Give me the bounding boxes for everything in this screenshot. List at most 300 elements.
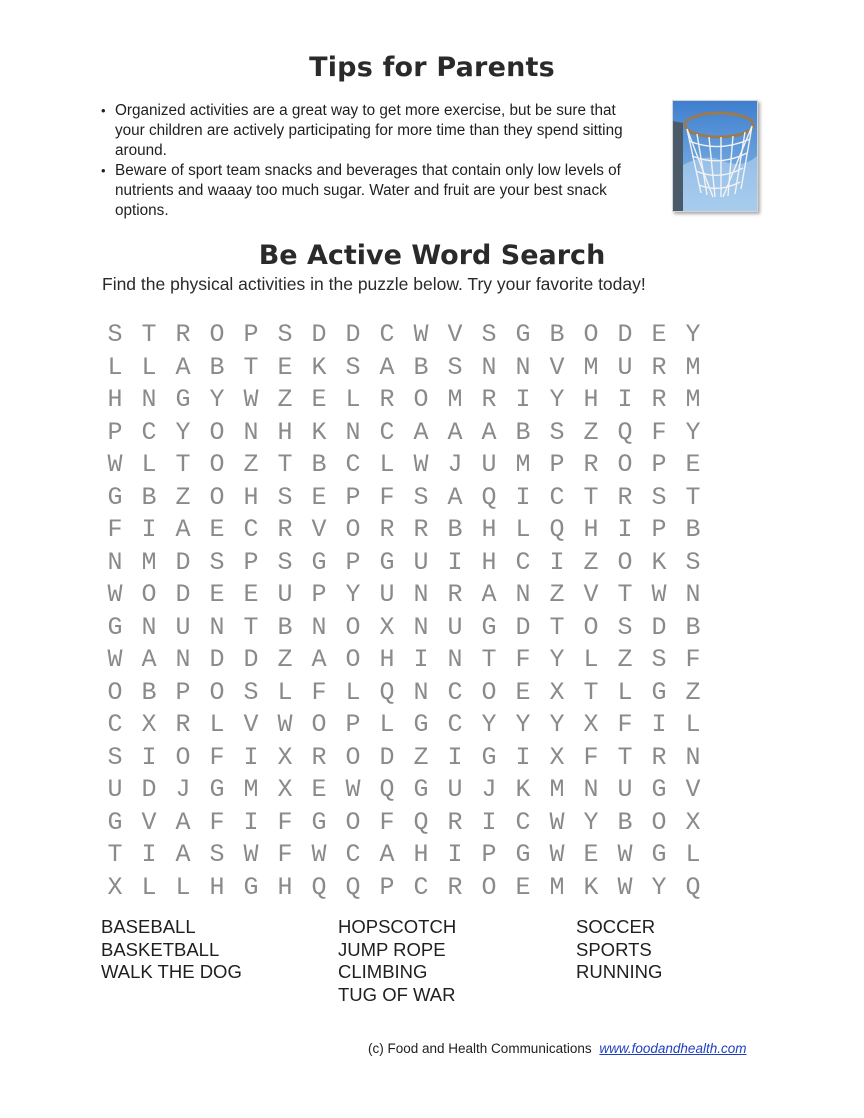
grid-letter: C [379,320,395,349]
grid-letter: Y [583,807,599,837]
grid-letter: H [413,840,429,869]
grid-letter: F [311,677,327,707]
grid-letter: O [311,710,327,739]
grid-letter: O [345,645,361,674]
grid-letter: I [549,547,565,577]
grid-letter: B [685,515,701,544]
grid-letter: I [447,742,463,772]
grid-letter: G [515,840,531,869]
grid-letter: W [107,450,123,479]
grid-letter: F [583,742,599,772]
grid-letter: P [311,580,327,609]
grid-letter: N [141,612,157,642]
grid-letter: H [481,515,497,544]
grid-letter: F [277,840,293,869]
grid-letter: B [209,352,225,382]
grid-letter: T [243,352,259,382]
grid-letter: O [209,677,225,707]
grid-letter: I [515,385,531,414]
grid-letter: Y [549,645,565,674]
grid-letter: N [413,580,429,609]
grid-letter: B [447,515,463,544]
grid-letter: K [583,872,599,902]
grid-letter: Y [481,710,497,739]
grid-letter: G [209,775,225,804]
grid-letter: I [447,547,463,577]
grid-letter: D [175,547,191,577]
grid-letter: L [141,872,157,902]
grid-letter: T [617,742,633,772]
grid-letter: R [651,742,667,772]
grid-letter: R [379,385,395,414]
grid-letter: Z [243,450,259,479]
grid-letter: L [379,450,395,479]
grid-letter: N [583,775,599,804]
grid-letter: E [651,320,667,349]
grid-letter: N [685,580,701,609]
grid-letter: T [617,580,633,609]
grid-letter: C [345,450,361,479]
grid-letter: O [481,677,497,707]
grid-letter: Q [481,482,497,512]
grid-letter: I [515,742,531,772]
grid-letter: H [583,385,599,414]
grid-letter: P [243,547,259,577]
grid-letter: I [651,710,667,739]
grid-letter: M [549,775,565,804]
grid-letter: O [345,742,361,772]
grid-letter: E [311,385,327,414]
grid-letter: C [549,482,565,512]
grid-letter: G [107,612,123,642]
grid-letter: L [345,677,361,707]
grid-letter: O [209,417,225,447]
grid-letter: R [583,450,599,479]
grid-letter: P [379,872,395,902]
grid-letter: C [141,417,157,447]
grid-letter: U [413,547,429,577]
grid-letter: D [651,612,667,642]
grid-letter: V [549,352,565,382]
instructions-text: Find the physical activities in the puzzle below. Try your favorite today! [102,274,646,294]
grid-letter: M [141,547,157,577]
grid-letter: Z [277,645,293,674]
word-item: BASKETBALL [101,938,220,960]
grid-letter: U [447,775,463,804]
grid-letter: Z [583,547,599,577]
grid-letter: H [243,482,259,512]
grid-letter: W [243,840,259,869]
grid-letter: A [413,417,429,447]
grid-letter: X [685,807,701,837]
word-list-column [576,916,721,1006]
grid-letter: W [107,580,123,609]
grid-letter: E [209,515,225,544]
grid-letter: X [549,742,565,772]
grid-letter: N [311,612,327,642]
grid-letter: A [175,840,191,869]
grid-letter: Y [685,417,701,447]
grid-letter: S [277,482,293,512]
grid-letter: B [413,352,429,382]
grid-letter: L [277,677,293,707]
grid-letter: M [685,352,701,382]
grid-letter: Z [549,580,565,609]
grid-letter: S [107,320,123,349]
section-title: Be Active Word Search [258,240,606,271]
grid-letter: V [447,320,463,349]
grid-letter: N [515,352,531,382]
grid-letter: L [685,840,701,869]
word-list-column [338,916,576,1006]
grid-letter: L [515,515,531,544]
grid-letter: O [175,742,191,772]
grid-letter: I [141,515,157,544]
grid-letter: D [141,775,157,804]
grid-letter: T [107,840,123,869]
grid-letter: F [651,417,667,447]
word-item: JUMP ROPE [338,938,446,960]
grid-letter: S [209,840,225,869]
website-link[interactable]: www.foodandhealth.com [599,1041,747,1056]
grid-letter: G [481,612,497,642]
grid-letter: Q [617,417,633,447]
grid-letter: R [175,710,191,739]
grid-letter: N [481,352,497,382]
grid-letter: E [209,580,225,609]
grid-letter: N [413,612,429,642]
grid-letter: X [549,677,565,707]
grid-letter: Q [311,872,327,902]
grid-letter: R [413,515,429,544]
grid-letter: W [549,840,565,869]
grid-letter: X [277,775,293,804]
grid-letter: D [175,580,191,609]
grid-letter: G [311,547,327,577]
grid-letter: C [447,677,463,707]
grid-letter: Z [175,482,191,512]
grid-letter: P [243,320,259,349]
grid-letter: H [379,645,395,674]
grid-letter: U [617,352,633,382]
grid-letter: I [617,515,633,544]
grid-letter: F [685,645,701,674]
grid-letter: Z [277,385,293,414]
grid-letter: M [447,385,463,414]
grid-letter: R [651,385,667,414]
grid-letter: V [685,775,701,804]
grid-letter: P [175,677,191,707]
grid-letter: B [311,450,327,479]
grid-letter: W [413,450,429,479]
grid-letter: S [243,677,259,707]
grid-letter: O [107,677,123,707]
grid-letter: D [617,320,633,349]
grid-letter: Y [549,710,565,739]
grid-letter: O [481,872,497,902]
grid-letter: K [515,775,531,804]
grid-letter: L [175,872,191,902]
grid-letter: A [379,352,395,382]
grid-letter: G [413,775,429,804]
grid-letter: G [107,807,123,837]
grid-letter: W [107,645,123,674]
grid-letter: R [447,807,463,837]
grid-letter: I [243,807,259,837]
basketball-hoop-photo [672,100,758,212]
grid-letter: R [617,482,633,512]
grid-letter: L [141,352,157,382]
grid-letter: S [277,320,293,349]
grid-letter: N [345,417,361,447]
grid-letter: M [583,352,599,382]
grid-letter: Y [651,872,667,902]
grid-letter: E [311,482,327,512]
grid-letter: Y [175,417,191,447]
grid-letter: I [481,807,497,837]
page-title: Tips for Parents [309,52,555,83]
word-list [101,916,721,1006]
grid-letter: A [311,645,327,674]
grid-letter: N [685,742,701,772]
grid-letter: L [141,450,157,479]
grid-letter: L [685,710,701,739]
grid-letter: R [651,352,667,382]
grid-letter: Z [685,677,701,707]
word-item: WALK THE DOG [101,961,242,982]
grid-letter: C [243,515,259,544]
grid-letter: L [107,352,123,382]
grid-letter: I [447,840,463,869]
word-list-column [101,916,338,1006]
grid-letter: U [447,612,463,642]
tip-item: • Organized activities are a great way to get more exercise, but be sure that your children are actively participating for more time than they spend sitting around. [100,101,648,161]
grid-letter: S [651,482,667,512]
grid-letter: Q [379,677,395,707]
grid-letter: R [481,385,497,414]
grid-letter: C [107,710,123,739]
grid-letter: P [345,547,361,577]
word-search-grid [98,319,710,904]
grid-letter: F [209,807,225,837]
grid-letter: W [617,840,633,869]
grid-letter: A [175,515,191,544]
grid-letter: M [685,385,701,414]
grid-letter: C [345,840,361,869]
grid-letter: G [379,547,395,577]
grid-letter: H [277,872,293,902]
grid-letter: Y [209,385,225,414]
grid-letter: X [277,742,293,772]
grid-letter: O [617,450,633,479]
grid-letter: C [515,547,531,577]
grid-letter: S [617,612,633,642]
grid-letter: H [107,385,123,414]
grid-letter: C [379,417,395,447]
grid-letter: F [515,645,531,674]
grid-letter: K [311,352,327,382]
grid-letter: O [345,807,361,837]
grid-letter: N [413,677,429,707]
grid-letter: X [107,872,123,902]
grid-letter: G [515,320,531,349]
grid-letter: L [209,710,225,739]
grid-letter: A [141,645,157,674]
grid-letter: S [413,482,429,512]
grid-letter: A [175,807,191,837]
grid-letter: Q [685,872,701,902]
grid-letter: M [515,450,531,479]
grid-letter: O [651,807,667,837]
grid-letter: R [277,515,293,544]
grid-letter: Q [549,515,565,544]
grid-letter: V [243,710,259,739]
grid-letter: S [345,352,361,382]
grid-letter: B [141,482,157,512]
grid-letter: H [209,872,225,902]
grid-letter: S [549,417,565,447]
word-item: SOCCER [576,916,656,937]
grid-letter: W [345,775,361,804]
grid-letter: D [345,320,361,349]
grid-letter: T [175,450,191,479]
grid-letter: X [141,710,157,739]
grid-letter: L [583,645,599,674]
grid-letter: I [243,742,259,772]
tips-list [100,101,648,221]
grid-letter: F [209,742,225,772]
grid-letter: G [651,677,667,707]
grid-letter: N [141,385,157,414]
grid-letter: Y [549,385,565,414]
grid-letter: N [175,645,191,674]
grid-letter: N [447,645,463,674]
tip-item: • Beware of sport team snacks and beverages that contain only low levels of nutrients and waaay too much sugar. Water and fruit are your best snack options. [100,161,648,221]
grid-letter: G [311,807,327,837]
grid-letter: E [243,580,259,609]
word-item: SPORTS [576,938,652,960]
grid-letter: G [481,742,497,772]
grid-letter: W [311,840,327,869]
grid-letter: E [277,352,293,382]
word-item: BASEBALL [101,916,196,937]
grid-letter: C [515,807,531,837]
grid-letter: E [583,840,599,869]
grid-letter: B [685,612,701,642]
grid-letter: B [277,612,293,642]
grid-letter: P [651,515,667,544]
grid-letter: X [379,612,395,642]
grid-letter: O [209,450,225,479]
grid-letter: O [141,580,157,609]
grid-letter: G [651,840,667,869]
grid-letter: I [413,645,429,674]
grid-letter: A [175,352,191,382]
grid-letter: P [549,450,565,479]
grid-letter: I [141,742,157,772]
grid-letter: U [107,775,123,804]
grid-letter: D [379,742,395,772]
grid-letter: X [583,710,599,739]
grid-letter: O [209,320,225,349]
grid-letter: V [311,515,327,544]
grid-letter: F [107,515,123,544]
grid-letter: O [345,515,361,544]
grid-letter: I [617,385,633,414]
grid-letter: E [515,872,531,902]
grid-letter: I [515,482,531,512]
grid-letter: O [209,482,225,512]
grid-letter: S [651,645,667,674]
grid-letter: Q [345,872,361,902]
grid-letter: I [141,840,157,869]
grid-letter: Q [413,807,429,837]
grid-letter: L [379,710,395,739]
grid-letter: O [413,385,429,414]
grid-letter: O [345,612,361,642]
grid-letter: W [617,872,633,902]
grid-letter: E [515,677,531,707]
grid-letter: E [311,775,327,804]
grid-letter: A [447,482,463,512]
grid-letter: P [107,417,123,447]
grid-letter: E [685,450,701,479]
grid-letter: L [345,385,361,414]
grid-letter: T [277,450,293,479]
grid-letter: S [447,352,463,382]
grid-letter: G [243,872,259,902]
grid-letter: K [651,547,667,577]
word-item: HOPSCOTCH [338,916,457,937]
grid-letter: Q [379,775,395,804]
grid-letter: V [141,807,157,837]
grid-letter: T [549,612,565,642]
grid-letter: P [345,482,361,512]
grid-letter: R [311,742,327,772]
grid-letter: W [651,580,667,609]
grid-letter: S [481,320,497,349]
grid-letter: G [175,385,191,414]
grid-letter: D [311,320,327,349]
grid-letter: R [447,580,463,609]
grid-letter: O [583,320,599,349]
grid-letter: W [243,385,259,414]
grid-letter: H [583,515,599,544]
grid-letter: B [141,677,157,707]
grid-letter: T [481,645,497,674]
grid-letter: F [379,807,395,837]
word-item: CLIMBING [338,961,428,982]
grid-letter: F [617,710,633,739]
footer-credit [368,1041,746,1056]
grid-letter: U [175,612,191,642]
grid-letter: J [175,775,191,804]
grid-letter: D [515,612,531,642]
grid-letter: N [209,612,225,642]
grid-letter: N [515,580,531,609]
grid-letter: R [447,872,463,902]
grid-letter: U [617,775,633,804]
grid-letter: B [515,417,531,447]
grid-letter: P [481,840,497,869]
grid-letter: M [549,872,565,902]
grid-letter: F [379,482,395,512]
grid-letter: S [277,547,293,577]
grid-letter: B [549,320,565,349]
grid-letter: H [277,417,293,447]
grid-letter: V [583,580,599,609]
grid-letter: O [583,612,599,642]
